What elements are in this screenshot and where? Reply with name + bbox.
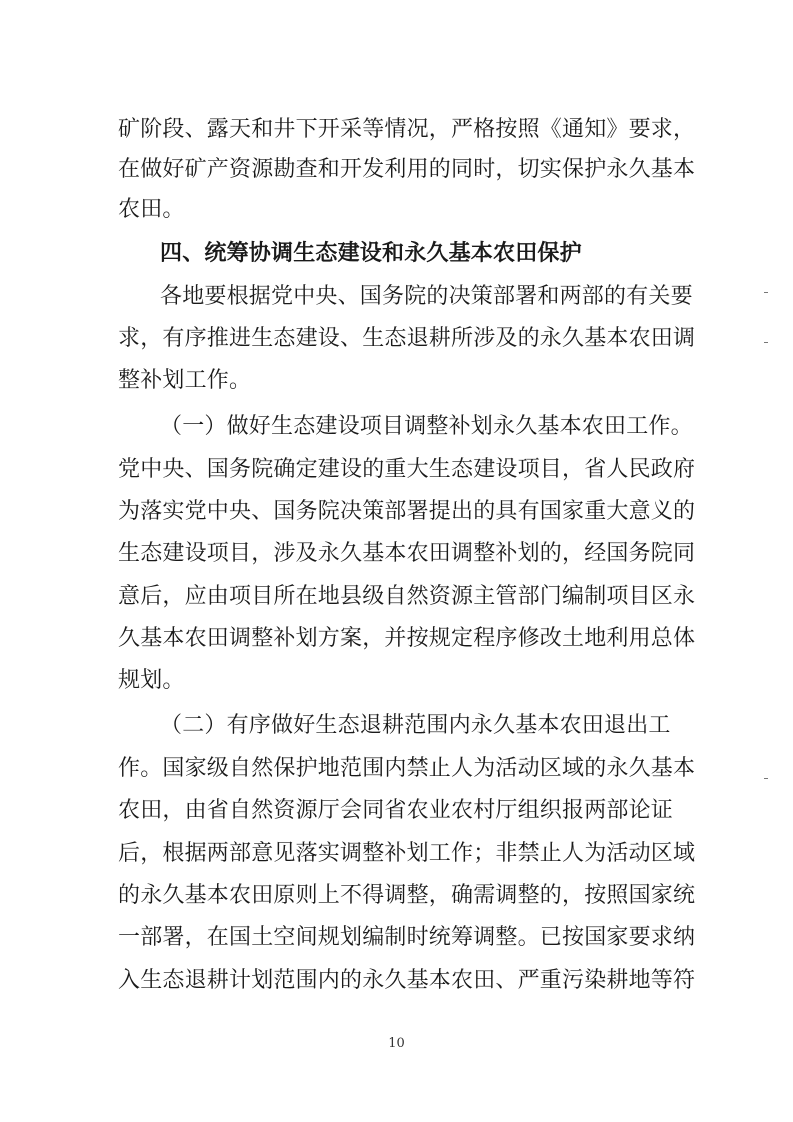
text-line-16: 作。国家级自然保护地范围内禁止人为活动区域的永久基本 [118, 756, 696, 781]
text-line-7: 整补划工作。 [118, 368, 252, 393]
text-line-13: 久基本农田调整补划方案，并按规定程序修改土地利用总体 [118, 626, 696, 651]
text-line-6: 求，有序推进生态建设、生态退耕所涉及的永久基本农田调 [118, 326, 696, 351]
text-line-12: 意后，应由项目所在地县级自然资源主管部门编制项目区永 [118, 584, 696, 609]
text-line-5: 各地要根据党中央、国务院的决策部署和两部的有关要 [160, 284, 693, 309]
subsection-heading-1: （一）做好生态建设项目调整补划永久基本农田工作。 [160, 414, 693, 439]
text-line-21: 入生态退耕计划范围内的永久基本农田、严重污染耕地等符 [118, 968, 696, 993]
text-line-20: 一部署，在国土空间规划编制时统筹调整。已按国家要求纳 [118, 925, 696, 950]
text-line-18: 后，根据两部意见落实调整补划工作；非禁止人为活动区域 [118, 841, 696, 866]
text-line-1: 矿阶段、露天和井下开采等情况，严格按照《通知》要求， [118, 117, 696, 142]
text-line-11: 生态建设项目，涉及永久基本农田调整补划的，经国务院同 [118, 541, 696, 566]
text-line-3: 农田。 [118, 197, 185, 222]
section-heading-4: 四、统筹协调生态建设和永久基本农田保护 [160, 241, 582, 266]
page-number: 10 [388, 1036, 405, 1051]
text-line-9: 党中央、国务院确定建设的重大生态建设项目，省人民政府 [118, 457, 696, 482]
margin-mark [764, 292, 768, 293]
text-line-17: 农田，由省自然资源厅会同省农业农村厅组织报两部论证 [118, 798, 674, 823]
margin-mark [764, 342, 768, 343]
text-line-19: 的永久基本农田原则上不得调整，确需调整的，按照国家统 [118, 883, 696, 908]
text-line-2: 在做好矿产资源勘查和开发利用的同时，切实保护永久基本 [118, 157, 696, 182]
subsection-heading-2: （二）有序做好生态退耕范围内永久基本农田退出工 [160, 713, 671, 738]
margin-mark [764, 778, 768, 779]
text-line-14: 规划。 [118, 668, 185, 693]
text-line-10: 为落实党中央、国务院决策部署提出的具有国家重大意义的 [118, 499, 696, 524]
